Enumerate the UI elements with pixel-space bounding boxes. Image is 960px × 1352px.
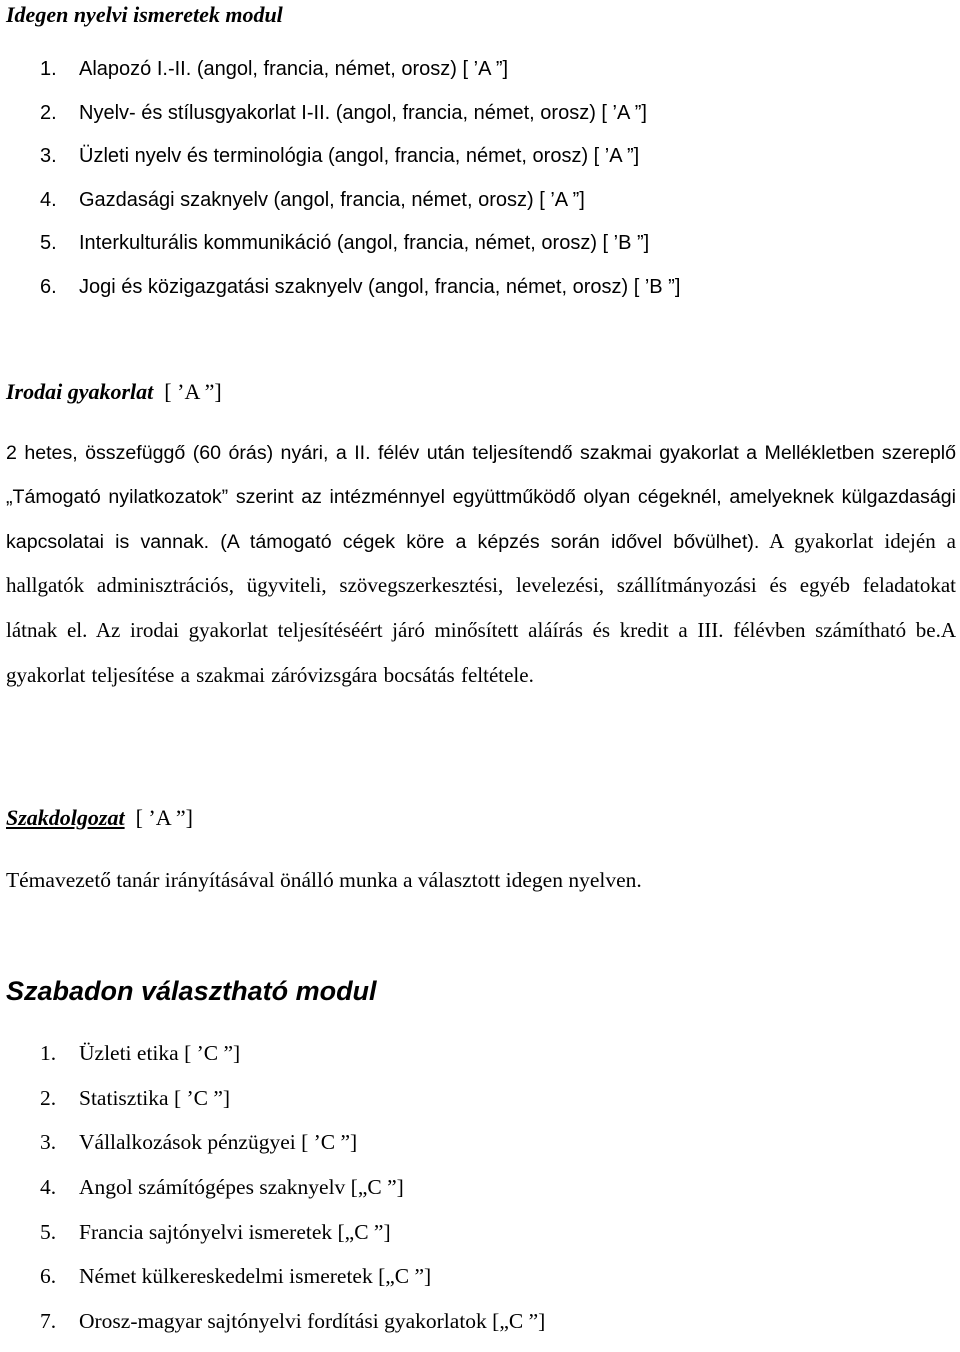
list-number: 5. (40, 1219, 57, 1244)
heading-office-practice-tag: [ ’A ”] (164, 379, 222, 404)
list-number: 4. (40, 1175, 57, 1200)
list-text: Alapozó I.-II. (angol, francia, német, orosz) [ ’A ”] (79, 58, 509, 80)
heading-office-practice (6, 379, 222, 405)
heading-thesis-title: Szakdolgozat (6, 805, 125, 830)
list-text: Orosz-magyar sajtónyelvi fordítási gyakorlatok [„C ”] (79, 1309, 546, 1334)
list-text: Jogi és közigazgatási szaknyelv (angol, francia, német, orosz) [ ’B ”] (79, 275, 681, 298)
list-number: 2. (40, 1085, 57, 1110)
list-number: 5. (40, 232, 57, 255)
list-number: 3. (40, 145, 57, 168)
list-number: 1. (40, 58, 57, 80)
list-text: Német külkereskedelmi ismeretek [„C ”] (79, 1264, 432, 1289)
list-number: 7. (40, 1309, 57, 1334)
heading-thesis (6, 805, 193, 831)
office-practice-text-sans: 2 hetes, összefüggő (60 órás) nyári, a II. félév után teljesítendő szakmai gyakorlat a Mellékletben szereplő „Támogató nyilatkozatok” szerint az intézménnyel együttműködő olyan cégeknél, amelyeknek külgazdasági kapcsolatai is vannak. (A támogató cégek köre a képzés során idővel bővülhet). (6, 442, 956, 553)
heading-thesis-tag: [ ’A ”] (135, 805, 194, 830)
list-text: Vállalkozások pénzügyei [ ’C ”] (79, 1130, 358, 1155)
module-heading-foreign-language: Idegen nyelvi ismeretek modul (6, 2, 283, 27)
list-number: 6. (40, 275, 57, 298)
thesis-paragraph: Témavezető tanár irányításával önálló munka a választott idegen nyelven. (6, 868, 642, 892)
list-number: 6. (40, 1264, 57, 1289)
list-text: Nyelv- és stílusgyakorlat I-II. (angol, francia, német, orosz) [ ’A ”] (79, 101, 647, 124)
list-text: Statisztika [ ’C ”] (79, 1085, 231, 1110)
list-number: 1. (40, 1041, 57, 1065)
list-number: 3. (40, 1130, 57, 1155)
list-number: 2. (40, 101, 57, 124)
office-practice-paragraph (6, 432, 956, 699)
module-heading-elective: Szabadon választható modul (6, 976, 377, 1006)
list-text: Interkulturális kommunikáció (angol, francia, német, orosz) [ ’B ”] (79, 232, 650, 255)
list-text: Angol számítógépes szaknyelv [„C ”] (79, 1175, 404, 1200)
list-text: Gazdasági szaknyelv (angol, francia, német, orosz) [ ’A ”] (79, 188, 585, 211)
list-text: Üzleti etika [ ’C ”] (79, 1041, 241, 1065)
heading-office-practice-title: Irodai gyakorlat (6, 379, 154, 404)
list-text: Francia sajtónyelvi ismeretek [„C ”] (79, 1219, 391, 1244)
list-text: Üzleti nyelv és terminológia (angol, francia, német, orosz) [ ’A ”] (79, 145, 640, 168)
office-practice-text-serif: A gyakorlat idején a hallgatók adminisztrációs, ügyviteli, szövegszerkesztési, levelezési, szállítmányozási és egyéb feladatokat látnak el. Az irodai gyakorlat teljesítéséért járó minősített aláírás és kredit a III. félévben számítható be.A gyakorlat teljesítése a szakmai záróvizsgára bocsátás feltétele. (6, 528, 956, 687)
list-number: 4. (40, 188, 57, 211)
